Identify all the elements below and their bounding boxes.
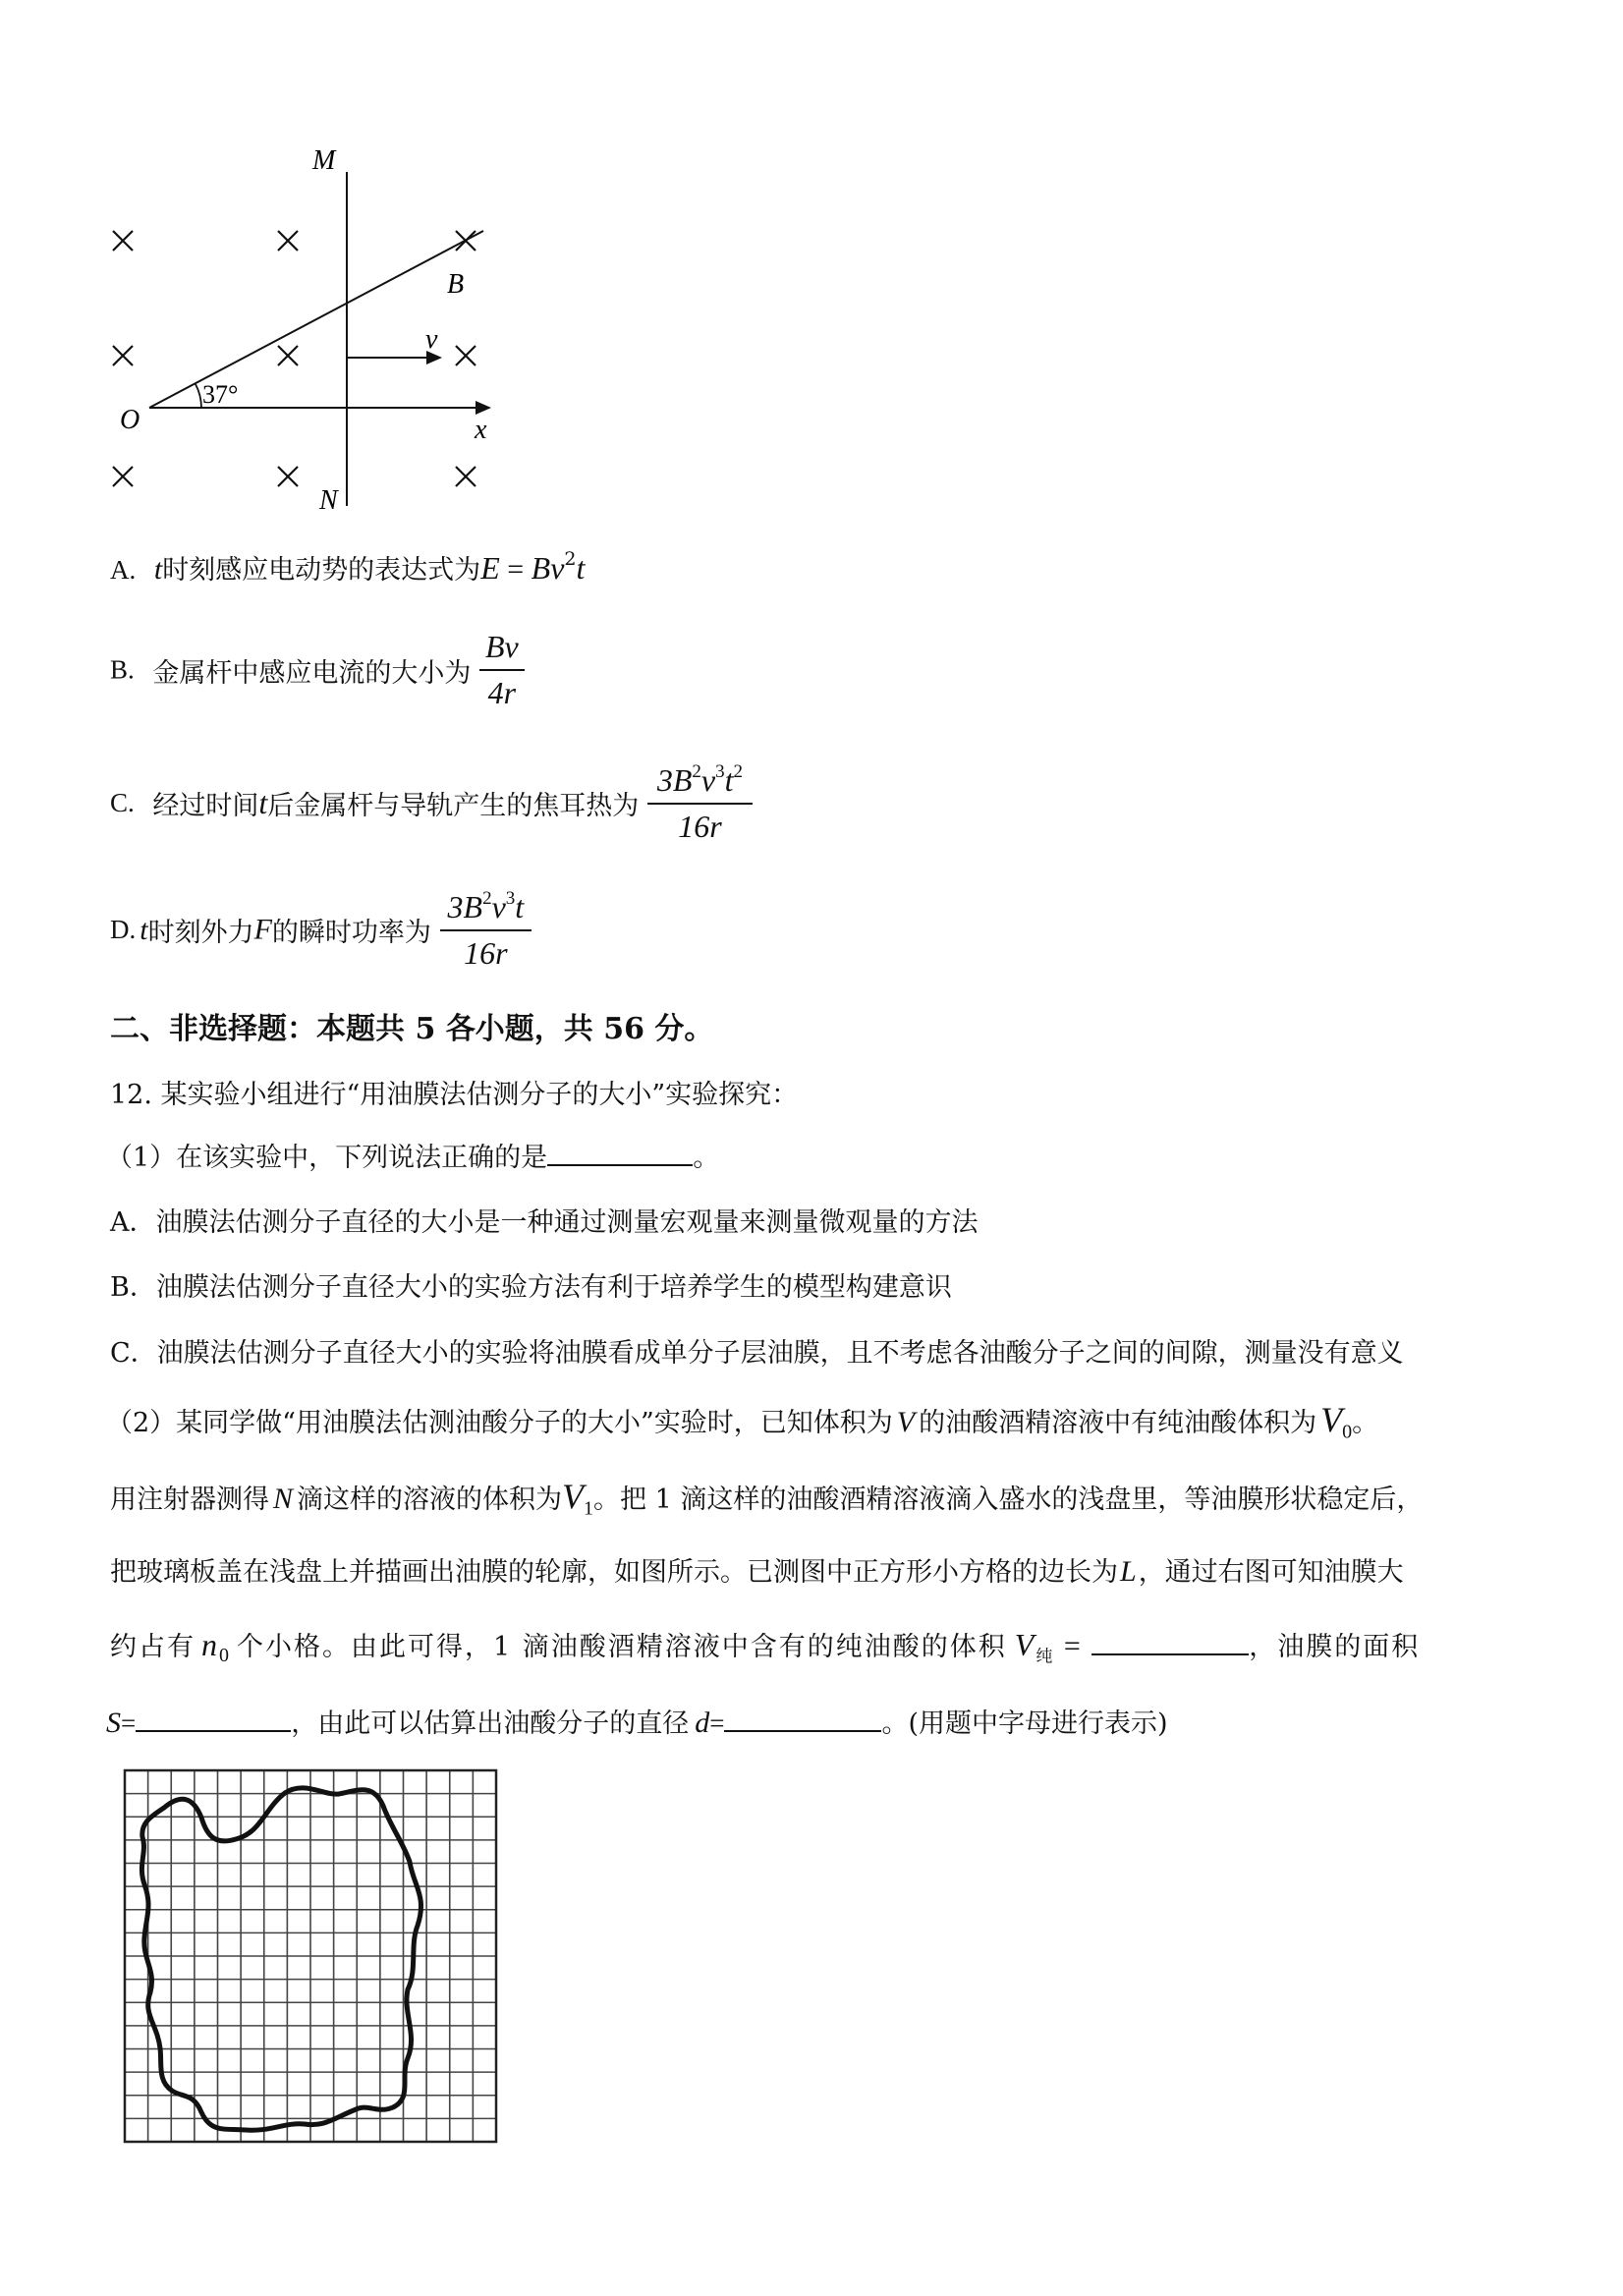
answer-blank-2[interactable]	[1091, 1630, 1249, 1655]
q12-option-b: B．油膜法估测分子直径大小的实验方法有利于培养学生的模型构建意识	[110, 1272, 952, 1303]
q12-part2-line2: 用注射器测得 N 滴这样的溶液的体积为$V_1$。把 1 滴这样的油酸酒精溶液滴入盛水的浅盘里，等油膜形状稳定后，	[110, 1477, 1424, 1520]
label-n: N	[319, 485, 338, 516]
label-angle: 37°	[202, 380, 239, 409]
oil-film-grid	[123, 1768, 498, 2144]
fraction-c: $\frac{3B^2v^3t^2}{16r}$	[647, 761, 753, 845]
q12-option-a: A．油膜法估测分子直径的大小是一种通过测量宏观量来测量微观量的方法	[110, 1207, 979, 1238]
q12-part2-line5: S= ，由此可以估算出油酸分子的直径 d= 。(用题中字母进行表示)	[106, 1707, 1168, 1739]
label-o: O	[120, 405, 140, 435]
rail-ob	[149, 231, 483, 408]
field-diagram	[98, 138, 511, 521]
label-v: v	[425, 324, 438, 355]
q12-part1: （1）在该实验中，下列说法正确的是 。	[106, 1143, 720, 1173]
q12-part2-line3: 把玻璃板盖在浅盘上并描画出油膜的轮廓，如图所示。已测图中正方形小方格的边长为L，通过右图可知油膜大	[110, 1555, 1404, 1588]
option-b: B. 金属杆中感应电流的大小为 $\frac{Bv}{4r}$	[110, 629, 525, 711]
option-a: A. t时刻感应电动势的表达式为$E = Bv^2t$	[110, 548, 586, 586]
grid-lines	[125, 1770, 496, 2142]
option-d: D. t时刻外力F的瞬时功率为 $\frac{3B^2v^3t}{16r}$	[110, 888, 532, 972]
q12-part2-line4: 约占有 $n_0$ 个小格。由此可得，1 滴油酸酒精溶液中含有的纯油酸的体积 $V_纯$ = ，油膜的面积	[110, 1627, 1421, 1667]
label-x: x	[475, 415, 487, 445]
label-b: B	[447, 269, 465, 300]
angle-arc	[196, 384, 201, 408]
fraction-d: $\frac{3B^2v^3t}{16r}$	[440, 888, 532, 972]
label-m: M	[312, 145, 336, 176]
option-c: C. 经过时间t后金属杆与导轨产生的焦耳热为 $\frac{3B^2v^3t^2}{16r}$	[110, 761, 753, 845]
q12-option-c: C．油膜法估测分子直径大小的实验将油膜看成单分子层油膜，且不考虑各油酸分子之间的间隙，测量没有意义	[110, 1338, 1404, 1369]
x-axis-arrow	[476, 401, 491, 415]
answer-blank-3[interactable]	[136, 1707, 291, 1732]
section-heading: 二、非选择题：本题共 5 各小题，共 56 分。	[110, 1012, 714, 1046]
fraction-b: $\frac{Bv}{4r}$	[479, 629, 525, 711]
answer-blank-4[interactable]	[724, 1707, 881, 1732]
q12-stem: 12. 某实验小组进行“用油膜法估测分子的大小”实验探究：	[110, 1080, 799, 1110]
answer-blank-1[interactable]	[547, 1141, 693, 1166]
q12-part2-line1: （2）某同学做“用油膜法估测油酸分子的大小”实验时，已知体积为 V 的油酸酒精溶液中有纯油酸体积为 $V_0$。	[106, 1400, 1379, 1443]
